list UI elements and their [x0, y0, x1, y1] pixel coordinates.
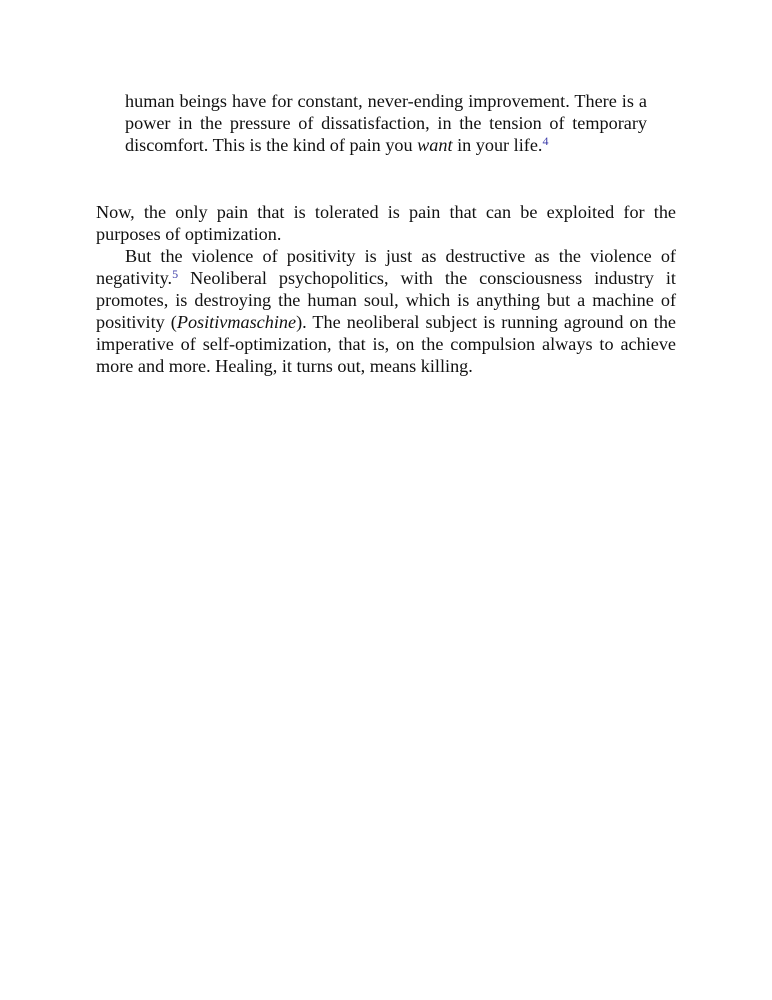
paragraph-2-text-start: But the violence of positivity is just as destructive as the violence of negativity. — [96, 246, 676, 288]
body-text — [96, 201, 676, 377]
paragraph-positivity — [96, 245, 676, 377]
paragraph-2-text-middle: Neoliberal psychopolitics, with the consciousness industry it promotes, is destroying the human soul, which is anything but a machine of positivity ( — [96, 268, 676, 332]
paragraph-2-emphasis: Positivmaschine — [176, 312, 297, 332]
footnote-5-link[interactable]: 5 — [172, 267, 179, 281]
paragraph-optimization — [96, 201, 676, 245]
quote-text-end: in your life. — [452, 135, 543, 155]
quote-emphasis: want — [417, 135, 453, 155]
block-quote — [125, 90, 647, 156]
quote-text-start: human beings have for constant, never-ending improvement. There is a power in the pressure of dissatisfaction, in the tension of temporary discomfort. This is the kind of pain you — [125, 91, 647, 155]
paragraph-2-text-end: ). The neoliberal subject is running aground on the imperative of self-optimization, that is, on the compulsion always to achieve more and more. Healing, it turns out, means killing. — [96, 312, 677, 376]
paragraph-1-text: Now, the only pain that is tolerated is pain that can be exploited for the purposes of optimization. — [96, 202, 676, 244]
footnote-4-link[interactable]: 4 — [542, 134, 549, 148]
